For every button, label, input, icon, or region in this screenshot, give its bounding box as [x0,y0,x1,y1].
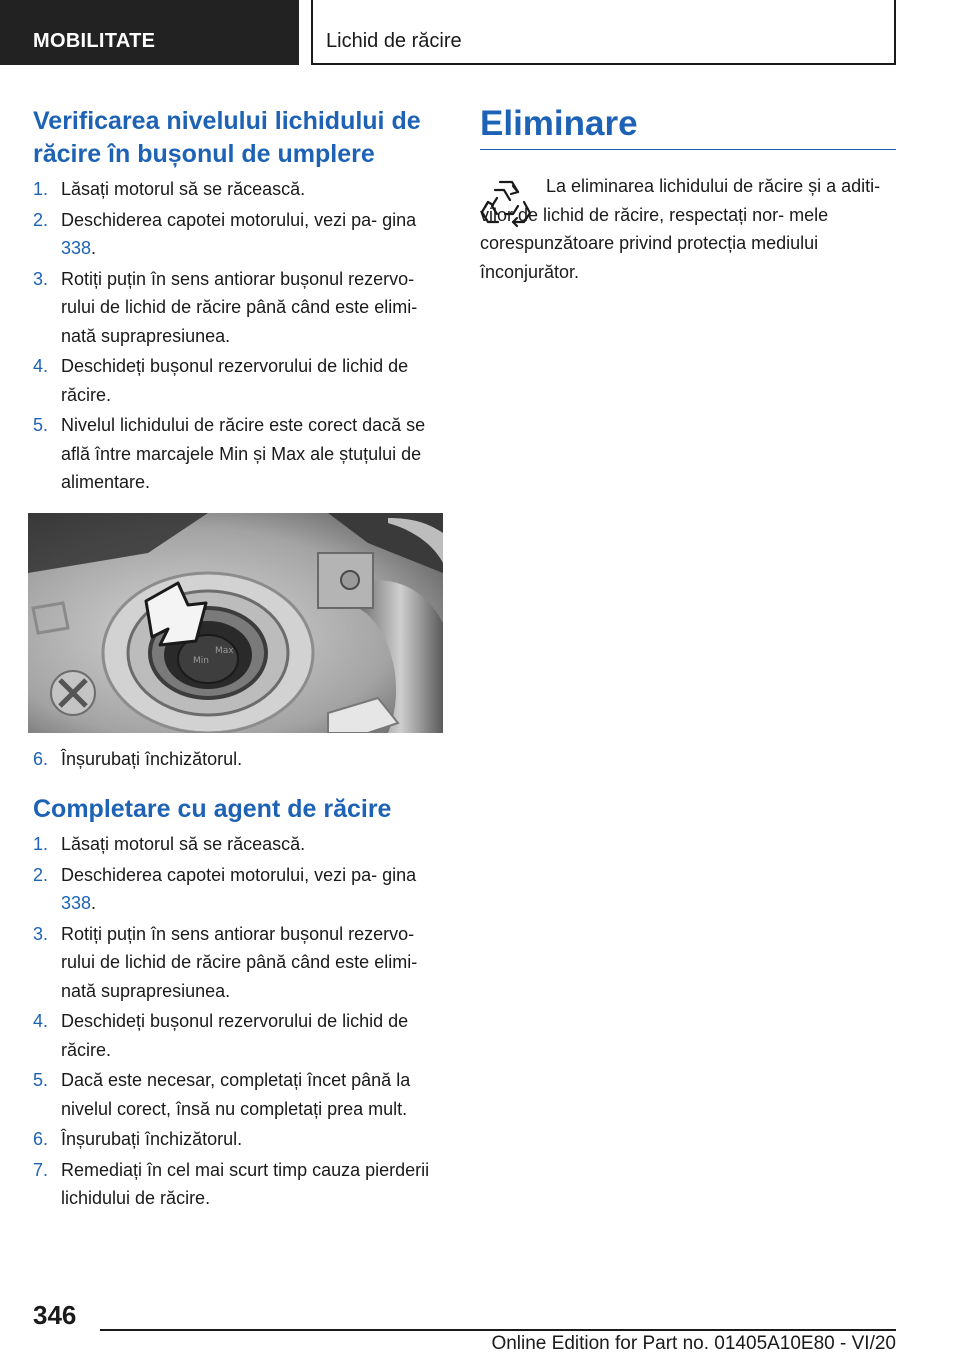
photo-label-max: Max [215,645,234,656]
footer-divider [100,1329,896,1331]
fill-step-1: 1. Lăsați motorul să se răcească. [33,834,306,854]
header-chapter-tab [311,0,896,65]
check-steps-list [33,175,453,497]
check-section-title: Verificarea nivelului lichidului de răcire în bușonul de umplere [33,107,421,168]
right-column [480,103,896,286]
check-step-4: 4. Deschideți bușonul rezervorului de lichid de răcire. [33,356,409,405]
page-link-338[interactable]: 338 [61,893,92,913]
disposal-text: La eliminarea lichidului de răcire și a aditi‐ vilor de lichid de răcire, respectați nor‐ mele corespunzătoare privind protecția mediului înconjurător. [480,176,881,282]
header-section-label: MOBILITATE [33,30,156,52]
fill-step-6: 6. Înșurubați închizătorul. [33,1129,243,1149]
check-step-6: 6. Înșurubați închizătorul. [33,748,243,769]
check-step-6-list [33,745,453,774]
fill-steps-list [33,830,453,1213]
recycle-icon [480,176,532,228]
check-step-3: 3. Rotiți puțin în sens antiorar bușonul rezervo‐ rului de lichid de răcire până când este elimi‐ nată suprapresiunea. [33,268,418,346]
fill-step-7: 7. Remediați în cel mai scurt timp cauza pierderii lichidului de răcire. [33,1159,430,1208]
left-column [33,105,453,1215]
coolant-cap-photo [28,513,443,733]
check-step-2: 2. Deschiderea capotei motorului, vezi pa‐ gina 338. [33,209,417,258]
fill-step-4: 4. Deschideți bușonul rezervorului de lichid de răcire. [33,1011,409,1060]
header-chapter-label: Lichid de răcire [326,30,462,52]
edition-footer: Online Edition for Part no. 01405A10E80 - VI/20 [491,1333,896,1354]
fill-step-5: 5. Dacă este necesar, completați încet până la nivelul corect, însă nu completați prea mult. [33,1070,411,1119]
check-step-1: 1. Lăsați motorul să se răcească. [33,179,306,199]
disposal-section-title: Eliminare [480,103,896,150]
fill-section-title: Completare cu agent de răcire [33,795,392,823]
check-step-5: 5. Nivelul lichidului de răcire este corect dacă se află între marcajele Min și Max ale ștuțului de alimentare. [33,415,426,492]
header-section-tab [0,0,299,65]
disposal-notice [480,172,896,286]
page-link-338[interactable]: 338 [61,238,92,258]
photo-label-min: Min [193,655,209,666]
fill-step-3: 3. Rotiți puțin în sens antiorar bușonul rezervo‐ rului de lichid de răcire până când este elimi‐ nată suprapresiunea. [33,923,418,1001]
fill-step-2: 2. Deschiderea capotei motorului, vezi pa‐ gina 338. [33,864,417,913]
page-number: 346 [33,1300,77,1330]
